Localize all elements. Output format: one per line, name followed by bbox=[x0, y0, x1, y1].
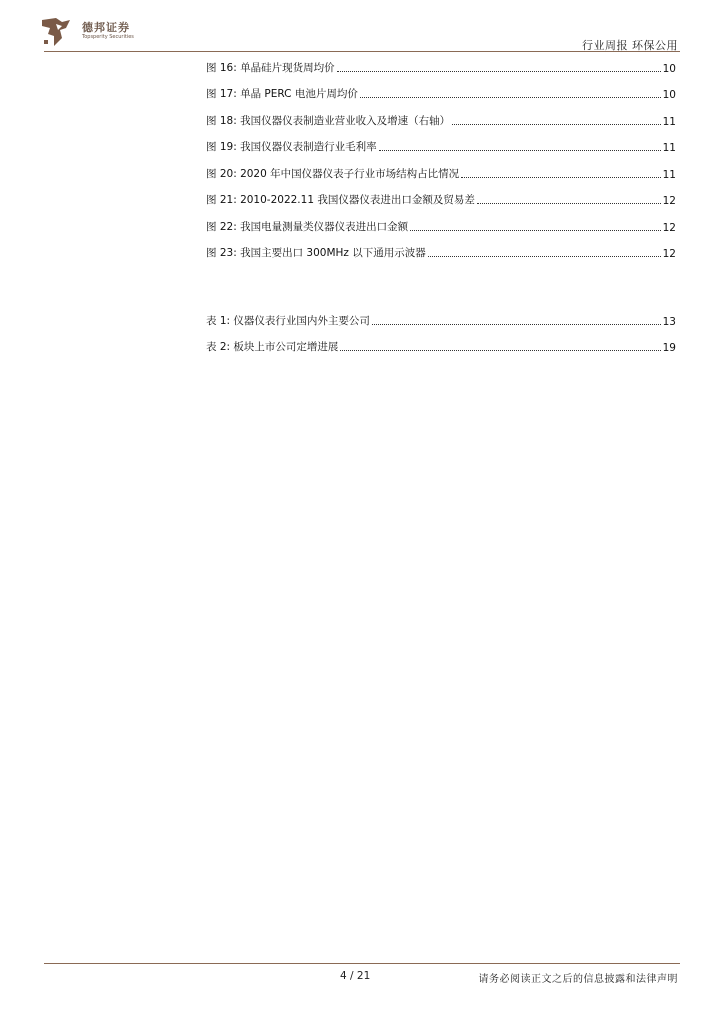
figure-entry-page: 12 bbox=[662, 248, 676, 260]
figure-entry[interactable] bbox=[206, 167, 676, 181]
figure-entry[interactable] bbox=[206, 246, 676, 260]
figure-entry[interactable] bbox=[206, 220, 676, 234]
figure-entry-page: 12 bbox=[662, 195, 676, 207]
figure-entry[interactable] bbox=[206, 87, 676, 101]
figure-entry[interactable] bbox=[206, 193, 676, 207]
figure-entry[interactable] bbox=[206, 140, 676, 154]
figure-entry[interactable] bbox=[206, 61, 676, 75]
header-divider bbox=[44, 51, 680, 52]
dot-leader bbox=[340, 350, 660, 351]
figure-entry-page: 10 bbox=[662, 63, 676, 75]
table-entry-page: 13 bbox=[662, 316, 676, 328]
dot-leader bbox=[477, 203, 661, 204]
page-number: 4 / 21 bbox=[340, 970, 371, 982]
table-entry[interactable] bbox=[206, 314, 676, 328]
logo-emblem-icon bbox=[40, 16, 76, 48]
figure-entry[interactable] bbox=[206, 114, 676, 128]
figure-entry-label: 图 19: 我国仪器仪表制造行业毛利率 bbox=[206, 141, 377, 153]
figure-entry-label: 图 16: 单晶硅片现货周均价 bbox=[206, 62, 335, 74]
table-entry-label: 表 1: 仪器仪表行业国内外主要公司 bbox=[206, 315, 370, 327]
figure-entry-label: 图 22: 我国电量测量类仪器仪表进出口金额 bbox=[206, 221, 409, 233]
figure-entry-label: 图 20: 2020 年中国仪器仪表子行业市场结构占比情况 bbox=[206, 168, 460, 180]
logo-name-en: Topsperity Securities bbox=[82, 34, 134, 40]
figure-entry-label: 图 18: 我国仪器仪表制造业营业收入及增速（右轴） bbox=[206, 115, 451, 127]
figure-entry-page: 11 bbox=[662, 142, 676, 154]
logo-name-cn: 德邦证券 bbox=[82, 21, 130, 34]
figure-entry-page: 12 bbox=[662, 222, 676, 234]
figure-entry-label: 图 21: 2010-2022.11 我国仪器仪表进出口金额及贸易差 bbox=[206, 194, 475, 206]
table-entry[interactable] bbox=[206, 340, 676, 354]
figure-entry-label: 图 23: 我国主要出口 300MHz 以下通用示波器 bbox=[206, 247, 426, 259]
table-entry-page: 19 bbox=[662, 342, 676, 354]
table-entry-label: 表 2: 板块上市公司定增进展 bbox=[206, 341, 339, 353]
dot-leader bbox=[452, 124, 661, 125]
dot-leader bbox=[372, 324, 661, 325]
figure-entry-page: 10 bbox=[662, 89, 676, 101]
dot-leader bbox=[410, 230, 661, 231]
legal-disclaimer: 请务必阅读正文之后的信息披露和法律声明 bbox=[478, 974, 678, 985]
report-section-title: 行业周报 环保公用 bbox=[582, 39, 678, 52]
figure-entry-page: 11 bbox=[662, 116, 676, 128]
figure-entry-page: 11 bbox=[662, 169, 676, 181]
dot-leader bbox=[379, 150, 661, 151]
figure-entry-label: 图 17: 单晶 PERC 电池片周均价 bbox=[206, 88, 358, 100]
footer-divider bbox=[44, 963, 680, 964]
dot-leader bbox=[360, 97, 661, 98]
dot-leader bbox=[461, 177, 660, 178]
dot-leader bbox=[337, 71, 661, 72]
company-logo bbox=[40, 16, 170, 50]
dot-leader bbox=[428, 256, 661, 257]
